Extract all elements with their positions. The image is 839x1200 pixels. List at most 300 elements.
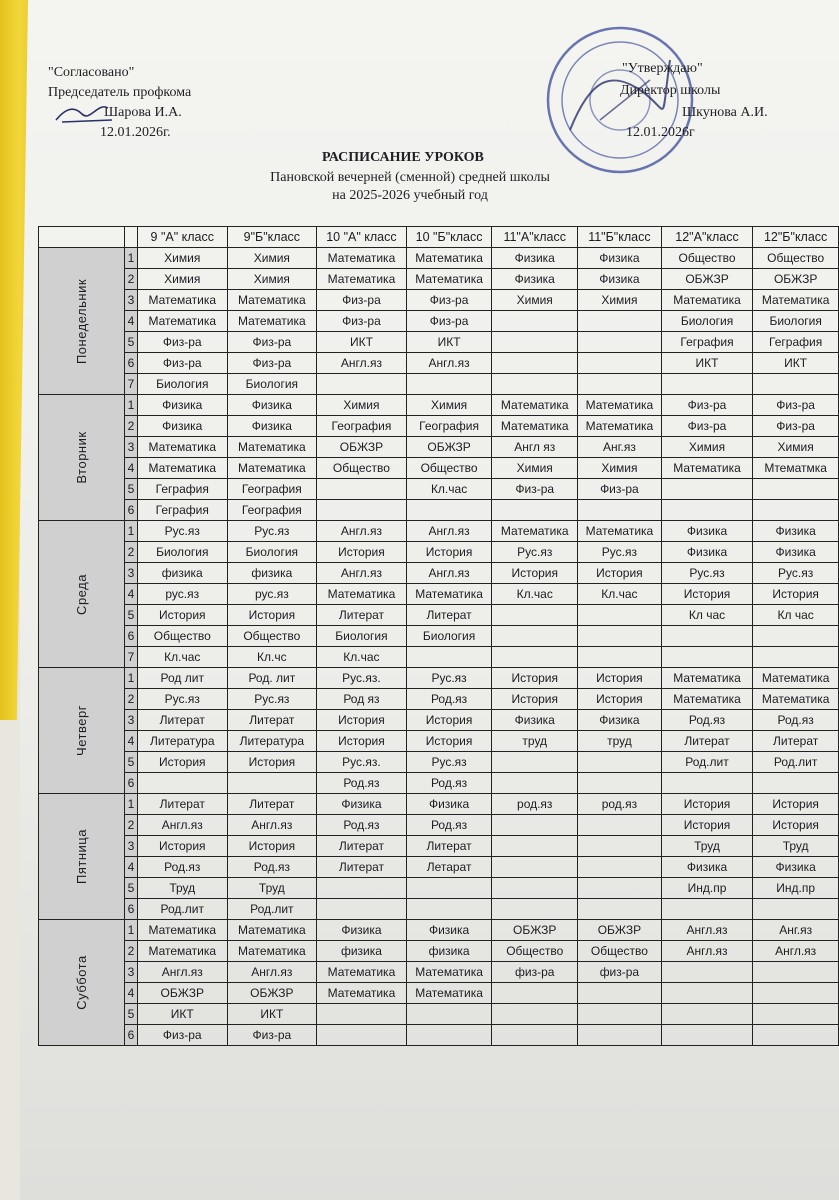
lesson-number: 2 — [125, 416, 138, 437]
lesson-cell: Литерат — [406, 836, 492, 857]
lesson-row — [39, 248, 839, 269]
lesson-cell: Химия — [492, 458, 578, 479]
lesson-cell — [492, 332, 578, 353]
lesson-cell: Математика — [492, 416, 578, 437]
lesson-cell: Математика — [406, 269, 492, 290]
lesson-cell: Биология — [406, 626, 492, 647]
lesson-cell — [492, 773, 578, 794]
lesson-cell: Литература — [227, 731, 317, 752]
lesson-cell: ОБЖЗР — [406, 437, 492, 458]
approval-left-name: Шарова И.А. — [104, 105, 182, 120]
lesson-cell — [492, 815, 578, 836]
lesson-cell — [492, 647, 578, 668]
lesson-cell: Род.яз — [406, 689, 492, 710]
lesson-row — [39, 290, 839, 311]
lesson-cell: Общество — [661, 248, 753, 269]
lesson-cell: Литература — [137, 731, 227, 752]
lesson-cell — [661, 647, 753, 668]
lesson-cell: Математика — [227, 458, 317, 479]
lesson-cell: Литерат — [317, 836, 407, 857]
lesson-cell: Рус.яз. — [317, 668, 407, 689]
lesson-row — [39, 269, 839, 290]
lesson-cell — [578, 500, 662, 521]
lesson-cell: род.яз — [578, 794, 662, 815]
lesson-number: 5 — [125, 605, 138, 626]
lesson-cell: Физика — [578, 710, 662, 731]
lesson-cell: История — [661, 815, 753, 836]
lesson-cell: Рус.яз — [227, 521, 317, 542]
lesson-cell — [578, 311, 662, 332]
lesson-cell: рус.яз — [137, 584, 227, 605]
lesson-cell: Род.яз — [227, 857, 317, 878]
lesson-cell: Кл час — [753, 605, 839, 626]
lesson-cell: История — [578, 668, 662, 689]
lesson-cell: Математика — [227, 290, 317, 311]
lesson-cell: Труд — [137, 878, 227, 899]
lesson-cell — [578, 353, 662, 374]
lesson-cell: Математика — [317, 962, 407, 983]
lesson-cell: ИКТ — [227, 1004, 317, 1025]
lesson-number: 4 — [125, 983, 138, 1004]
lesson-cell — [661, 1004, 753, 1025]
lesson-cell: Инд.пр — [661, 878, 753, 899]
lesson-cell — [492, 311, 578, 332]
lesson-cell: Рус.яз — [406, 752, 492, 773]
lesson-row — [39, 731, 839, 752]
lesson-cell — [578, 605, 662, 626]
lesson-row — [39, 500, 839, 521]
lesson-number: 6 — [125, 1025, 138, 1046]
day-label-thursday — [39, 668, 125, 794]
lesson-cell: История — [753, 584, 839, 605]
day-name: Вторник — [74, 431, 90, 484]
lesson-cell: История — [227, 752, 317, 773]
column-header: 11"А"класс — [492, 227, 578, 248]
lesson-cell: Математика — [661, 458, 753, 479]
lesson-cell: Химия — [227, 269, 317, 290]
lesson-row — [39, 584, 839, 605]
lesson-cell — [317, 479, 407, 500]
lesson-cell: Анг.яз — [578, 437, 662, 458]
lesson-cell: Труд — [661, 836, 753, 857]
lesson-cell: Биология — [137, 374, 227, 395]
lesson-cell — [492, 353, 578, 374]
lesson-cell — [406, 374, 492, 395]
lesson-row — [39, 647, 839, 668]
lesson-cell: Математика — [661, 290, 753, 311]
column-header: 10 "А" класс — [317, 227, 407, 248]
lesson-cell — [753, 374, 839, 395]
lesson-cell: Математика — [492, 521, 578, 542]
lesson-cell: История — [317, 710, 407, 731]
lesson-row — [39, 1004, 839, 1025]
lesson-cell — [578, 878, 662, 899]
lesson-row — [39, 857, 839, 878]
lesson-number: 3 — [125, 437, 138, 458]
lesson-cell — [578, 1004, 662, 1025]
lesson-cell — [317, 1004, 407, 1025]
lesson-cell: Биология — [661, 311, 753, 332]
lesson-cell: История — [406, 731, 492, 752]
lesson-cell: Физика — [661, 521, 753, 542]
lesson-cell: Математика — [753, 290, 839, 311]
lesson-cell — [492, 605, 578, 626]
approval-left-position: Председатель профкома — [48, 85, 192, 100]
lesson-cell — [492, 857, 578, 878]
lesson-cell: История — [137, 605, 227, 626]
lesson-cell: Англ.яз — [137, 815, 227, 836]
lesson-cell — [492, 899, 578, 920]
lesson-cell: Физ-ра — [227, 353, 317, 374]
lesson-number: 4 — [125, 458, 138, 479]
lesson-cell: Общество — [317, 458, 407, 479]
lesson-cell: Математика — [137, 311, 227, 332]
lesson-cell: Рус.яз — [137, 521, 227, 542]
lesson-cell: Физ-ра — [137, 332, 227, 353]
lesson-cell — [753, 479, 839, 500]
lesson-cell: Род.лит — [753, 752, 839, 773]
lesson-cell — [406, 899, 492, 920]
lesson-cell — [661, 773, 753, 794]
lesson-cell: ИКТ — [661, 353, 753, 374]
lesson-cell: физ-ра — [492, 962, 578, 983]
column-header: 9 "А" класс — [137, 227, 227, 248]
lesson-cell: Математика — [661, 689, 753, 710]
lesson-cell: Математика — [317, 248, 407, 269]
lesson-cell: Инд.пр — [753, 878, 839, 899]
lesson-cell — [317, 374, 407, 395]
lesson-cell: Кл.чс — [227, 647, 317, 668]
school-seal-stamp — [540, 20, 700, 180]
lesson-cell: Кл.час — [406, 479, 492, 500]
lesson-cell: Физика — [227, 395, 317, 416]
lesson-cell: труд — [578, 731, 662, 752]
lesson-cell: ОБЖЗР — [492, 920, 578, 941]
lesson-cell: Род.яз — [317, 773, 407, 794]
lesson-number: 1 — [125, 920, 138, 941]
lesson-row — [39, 458, 839, 479]
lesson-cell: Рус.яз — [661, 563, 753, 584]
lesson-cell: Англ.яз — [753, 941, 839, 962]
lesson-row — [39, 920, 839, 941]
lesson-cell: География — [317, 416, 407, 437]
corner-cell — [125, 227, 138, 248]
lesson-cell: Литерат — [317, 857, 407, 878]
lesson-row — [39, 416, 839, 437]
lesson-row — [39, 353, 839, 374]
lesson-cell: Род.лит — [661, 752, 753, 773]
lesson-cell — [492, 1004, 578, 1025]
lesson-cell: Математика — [137, 290, 227, 311]
lesson-cell: Кл.час — [492, 584, 578, 605]
lesson-cell — [753, 983, 839, 1004]
lesson-row — [39, 479, 839, 500]
lesson-cell: Геграфия — [753, 332, 839, 353]
lesson-number: 5 — [125, 1004, 138, 1025]
lesson-cell: Физ-ра — [661, 395, 753, 416]
lesson-cell: ОБЖЗР — [317, 437, 407, 458]
lesson-cell: Математика — [227, 437, 317, 458]
lesson-cell — [753, 647, 839, 668]
lesson-cell — [753, 1004, 839, 1025]
lesson-number: 6 — [125, 626, 138, 647]
lesson-cell: Литерат — [137, 710, 227, 731]
lesson-cell — [578, 752, 662, 773]
lesson-number: 4 — [125, 584, 138, 605]
lesson-cell: Физ-ра — [227, 1025, 317, 1046]
lesson-cell: Математика — [661, 668, 753, 689]
lesson-cell: Литерат — [227, 710, 317, 731]
lesson-cell: Род.лит — [137, 899, 227, 920]
lesson-number: 6 — [125, 899, 138, 920]
lesson-cell — [578, 1025, 662, 1046]
column-header: 12"А"класс — [661, 227, 753, 248]
lesson-cell — [578, 332, 662, 353]
lesson-row — [39, 1025, 839, 1046]
lesson-cell: Литерат — [661, 731, 753, 752]
lesson-cell: Математика — [406, 248, 492, 269]
lesson-number: 2 — [125, 815, 138, 836]
lesson-cell: Англ.яз — [317, 353, 407, 374]
lesson-cell: ОБЖЗР — [137, 983, 227, 1004]
lesson-cell — [492, 1025, 578, 1046]
lesson-cell: Физ-ра — [317, 311, 407, 332]
lesson-cell: Труд — [227, 878, 317, 899]
lesson-cell: Химия — [661, 437, 753, 458]
lesson-cell: История — [492, 668, 578, 689]
lesson-cell — [578, 836, 662, 857]
column-header: 12"Б"класс — [753, 227, 839, 248]
lesson-number: 6 — [125, 500, 138, 521]
lesson-cell: Биология — [227, 374, 317, 395]
lesson-number: 6 — [125, 353, 138, 374]
lesson-cell — [661, 962, 753, 983]
lesson-cell: Математика — [317, 584, 407, 605]
lesson-cell: Математика — [227, 311, 317, 332]
lesson-cell: История — [753, 815, 839, 836]
lesson-row — [39, 752, 839, 773]
lesson-row — [39, 941, 839, 962]
lesson-cell: История — [406, 710, 492, 731]
lesson-row — [39, 395, 839, 416]
lesson-cell — [406, 878, 492, 899]
lesson-row — [39, 962, 839, 983]
lesson-cell — [406, 1004, 492, 1025]
lesson-cell: Биология — [137, 542, 227, 563]
lesson-row — [39, 836, 839, 857]
document-title: РАСПИСАНИЕ УРОКОВ — [322, 150, 484, 165]
lesson-cell: Химия — [137, 248, 227, 269]
lesson-cell — [406, 500, 492, 521]
document-subtitle-school: Пановской вечерней (сменной) средней школы — [270, 170, 550, 185]
lesson-cell: Химия — [406, 395, 492, 416]
lesson-cell: Физ-ра — [753, 416, 839, 437]
lesson-row — [39, 878, 839, 899]
lesson-cell: Физика — [406, 794, 492, 815]
lesson-cell — [661, 626, 753, 647]
lesson-cell: Физика — [753, 521, 839, 542]
approval-right-name: Шкунова А.И. — [682, 105, 768, 120]
approval-right-date: 12.01.2026г — [626, 125, 695, 140]
signature-left — [52, 98, 122, 128]
lesson-cell: Геграфия — [137, 479, 227, 500]
lesson-cell: Кл час — [661, 605, 753, 626]
lesson-cell: Химия — [578, 458, 662, 479]
lesson-cell: Физ-ра — [661, 416, 753, 437]
lesson-cell: Англ.яз — [406, 353, 492, 374]
lesson-cell: Рус.яз — [753, 563, 839, 584]
lesson-cell: Математика — [578, 416, 662, 437]
lesson-cell: Геграфия — [661, 332, 753, 353]
lesson-cell: История — [227, 605, 317, 626]
lesson-cell: История — [492, 563, 578, 584]
lesson-number: 4 — [125, 311, 138, 332]
lesson-number: 2 — [125, 941, 138, 962]
day-name: Суббота — [74, 955, 90, 1010]
lesson-cell: Род.яз — [406, 815, 492, 836]
lesson-cell: Биология — [317, 626, 407, 647]
day-label-monday — [39, 248, 125, 395]
lesson-cell: Рус.яз — [578, 542, 662, 563]
lesson-cell: ОБЖЗР — [661, 269, 753, 290]
lesson-cell: Литерат — [317, 605, 407, 626]
lesson-row — [39, 794, 839, 815]
day-name: Пятница — [74, 829, 90, 884]
lesson-cell — [137, 773, 227, 794]
lesson-cell: физика — [317, 941, 407, 962]
lesson-row — [39, 563, 839, 584]
lesson-cell: Математика — [406, 584, 492, 605]
lesson-cell — [317, 1025, 407, 1046]
lesson-cell: Англ.яз — [137, 962, 227, 983]
lesson-cell: Математика — [137, 437, 227, 458]
lesson-number: 6 — [125, 773, 138, 794]
lesson-row — [39, 899, 839, 920]
lesson-cell — [753, 773, 839, 794]
lesson-cell — [661, 983, 753, 1004]
lesson-cell: Мтематмка — [753, 458, 839, 479]
lesson-cell: История — [661, 794, 753, 815]
lesson-cell: Рус.яз — [137, 689, 227, 710]
lesson-number: 3 — [125, 563, 138, 584]
day-label-tuesday — [39, 395, 125, 521]
lesson-cell: труд — [492, 731, 578, 752]
lesson-cell: История — [317, 731, 407, 752]
lesson-cell: Химия — [137, 269, 227, 290]
lesson-cell: ИКТ — [137, 1004, 227, 1025]
lesson-cell: Род.лит — [227, 899, 317, 920]
lesson-cell: Рус.яз. — [317, 752, 407, 773]
lesson-cell: Математика — [406, 962, 492, 983]
lesson-cell — [661, 374, 753, 395]
approval-right-heading: "Утверждаю" — [622, 61, 703, 76]
lesson-cell: ОБЖЗР — [753, 269, 839, 290]
lesson-cell: Физ-ра — [753, 395, 839, 416]
lesson-cell — [492, 374, 578, 395]
lesson-cell: История — [137, 836, 227, 857]
lesson-cell: Химия — [578, 290, 662, 311]
lesson-cell: Литерат — [227, 794, 317, 815]
lesson-row — [39, 332, 839, 353]
lesson-cell: физика — [406, 941, 492, 962]
lesson-cell — [753, 962, 839, 983]
approval-left-heading: "Согласовано" — [48, 65, 135, 80]
lesson-cell: Химия — [227, 248, 317, 269]
lesson-cell: Англ.яз — [317, 563, 407, 584]
lesson-cell: География — [227, 500, 317, 521]
lesson-cell: Физ-ра — [406, 290, 492, 311]
lesson-cell — [753, 899, 839, 920]
lesson-cell: Физика — [317, 920, 407, 941]
lesson-cell: Род.яз — [661, 710, 753, 731]
lesson-cell: Англ.яз — [227, 815, 317, 836]
lesson-cell: Физ-ра — [406, 311, 492, 332]
lesson-cell — [578, 899, 662, 920]
lesson-cell: физика — [227, 563, 317, 584]
lesson-row — [39, 689, 839, 710]
lesson-row — [39, 542, 839, 563]
lesson-row — [39, 815, 839, 836]
lesson-cell — [492, 626, 578, 647]
lesson-cell: Общество — [578, 941, 662, 962]
lesson-cell: История — [753, 794, 839, 815]
lesson-number: 7 — [125, 647, 138, 668]
lesson-row — [39, 983, 839, 1004]
lesson-cell: Математика — [227, 920, 317, 941]
lesson-cell: Рус.яз — [227, 689, 317, 710]
lesson-number: 3 — [125, 710, 138, 731]
lesson-number: 1 — [125, 395, 138, 416]
lesson-cell: ИКТ — [753, 353, 839, 374]
column-header: 9"Б"класс — [227, 227, 317, 248]
day-name: Понедельник — [74, 278, 90, 364]
lesson-row — [39, 311, 839, 332]
lesson-number: 2 — [125, 269, 138, 290]
lesson-cell: Физика — [753, 542, 839, 563]
lesson-cell: Математика — [137, 920, 227, 941]
lesson-cell: Литерат — [406, 605, 492, 626]
lesson-cell — [753, 626, 839, 647]
lesson-cell: Биология — [227, 542, 317, 563]
lesson-cell: Физика — [227, 416, 317, 437]
lesson-row — [39, 626, 839, 647]
lesson-cell: Математика — [137, 458, 227, 479]
lesson-cell: История — [492, 689, 578, 710]
lesson-row — [39, 605, 839, 626]
lesson-cell: Математика — [578, 395, 662, 416]
lesson-cell: Математика — [406, 983, 492, 1004]
column-header: 11"Б"класс — [578, 227, 662, 248]
lesson-cell — [317, 500, 407, 521]
lesson-cell: История — [578, 563, 662, 584]
day-name: Среда — [74, 573, 90, 615]
lesson-cell: Физ-ра — [317, 290, 407, 311]
lesson-cell: Геграфия — [137, 500, 227, 521]
lesson-cell: рус.яз — [227, 584, 317, 605]
header-row — [39, 227, 839, 248]
lesson-number: 2 — [125, 542, 138, 563]
lesson-cell — [492, 500, 578, 521]
lesson-cell: Физ-ра — [492, 479, 578, 500]
lesson-cell — [227, 773, 317, 794]
lesson-cell: Кл.час — [578, 584, 662, 605]
lesson-cell — [578, 815, 662, 836]
lesson-number: 4 — [125, 857, 138, 878]
lesson-cell: Литерат — [753, 731, 839, 752]
approval-left-date: 12.01.2026г. — [100, 125, 171, 140]
lesson-cell: Род.яз — [753, 710, 839, 731]
lesson-row — [39, 521, 839, 542]
